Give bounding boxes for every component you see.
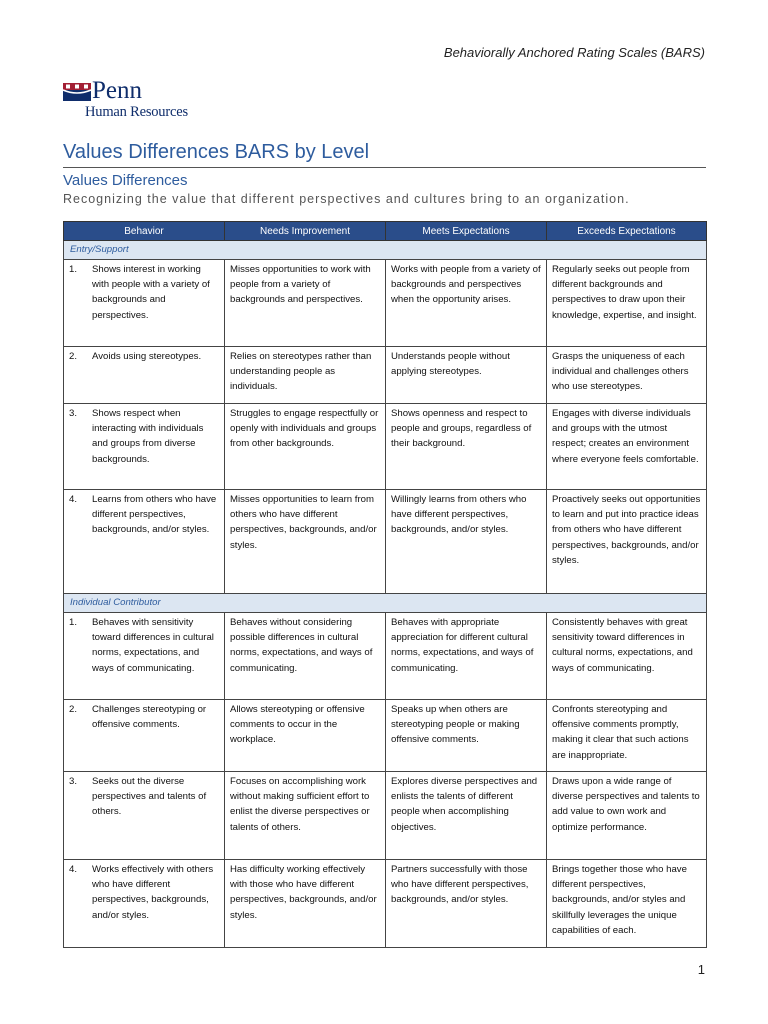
table-row: [64, 700, 707, 772]
exceeds-expectations-cell: Engages with diverse individuals and groups with the utmost respect; creates an environment where everyone feels comfortable.: [547, 404, 707, 490]
level-label: Individual Contributor: [64, 594, 707, 613]
meets-expectations-cell: Partners successfully with those who have different perspectives, backgrounds, and/or styles.: [386, 860, 547, 948]
behavior-text: Shows respect when interacting with individuals and groups from diverse backgrounds.: [92, 408, 204, 465]
behavior-text: Learns from others who have different perspectives, backgrounds, and/or styles.: [92, 494, 217, 536]
penn-shield-icon: [63, 83, 91, 101]
needs-improvement-cell: Misses opportunities to learn from others who have different perspectives, backgrounds, and/or styles.: [225, 490, 386, 594]
table-row: [64, 772, 707, 860]
exceeds-expectations-cell: Grasps the uniqueness of each individual and challenges others who use stereotypes.: [547, 347, 707, 404]
behavior-cell: [64, 700, 225, 772]
penn-logo: [63, 77, 233, 125]
behavior-cell: [64, 860, 225, 948]
table-row: [64, 260, 707, 347]
section-description: Recognizing the value that different perspectives and cultures bring to an organization.: [63, 192, 630, 206]
row-number: 4.: [69, 864, 78, 875]
meets-expectations-cell: Speaks up when others are stereotyping people or making offensive comments.: [386, 700, 547, 772]
row-number: 3.: [69, 408, 78, 419]
table-row: [64, 490, 707, 594]
meets-expectations-cell: Willingly learns from others who have different perspectives, backgrounds, and/or styles.: [386, 490, 547, 594]
running-header: Behaviorally Anchored Rating Scales (BARS): [443, 45, 705, 60]
behavior-text: Works effectively with others who have different perspectives, backgrounds, and/or styles.: [92, 864, 214, 921]
needs-improvement-cell: Focuses on accomplishing work without making sufficient effort to enlist the diverse perspectives or talents of others.: [225, 772, 386, 860]
row-number: 2.: [69, 351, 78, 362]
page-number: 1: [697, 962, 705, 977]
behavior-cell: [64, 772, 225, 860]
table-header-row: [64, 222, 707, 241]
column-header-behavior: Behavior: [64, 222, 225, 241]
exceeds-expectations-cell: Confronts stereotyping and offensive comments promptly, making it clear that such actions are inappropriate.: [547, 700, 707, 772]
exceeds-expectations-cell: Proactively seeks out opportunities to learn and put into practice ideas from others who have different perspectives, backgrounds, and/or styles.: [547, 490, 707, 594]
logo-subtitle: Human Resources: [85, 104, 188, 120]
needs-improvement-cell: Relies on stereotypes rather than understanding people as individuals.: [225, 347, 386, 404]
behavior-cell: [64, 404, 225, 490]
bars-table: [63, 221, 707, 948]
behavior-text: Seeks out the diverse perspectives and talents of others.: [92, 776, 207, 818]
table-row: [64, 347, 707, 404]
logo-wordmark: Penn: [92, 77, 142, 104]
exceeds-expectations-cell: Consistently behaves with great sensitivity toward differences in cultural norms, expectations, and ways of communicating.: [547, 613, 707, 700]
level-row-individual-contributor: [64, 594, 707, 613]
needs-improvement-cell: Misses opportunities to work with people from a variety of backgrounds and perspectives.: [225, 260, 386, 347]
column-header-exceeds-expectations: Exceeds Expectations: [547, 222, 707, 241]
section-title: Values Differences: [63, 172, 188, 189]
exceeds-expectations-cell: Draws upon a wide range of diverse perspectives and talents to add value to own work and optimize performance.: [547, 772, 707, 860]
row-number: 4.: [69, 494, 78, 505]
meets-expectations-cell: Shows openness and respect to people and groups, regardless of their background.: [386, 404, 547, 490]
exceeds-expectations-cell: Regularly seeks out people from different backgrounds and perspectives to draw upon their knowledge, expertise, and insight.: [547, 260, 707, 347]
row-number: 1.: [69, 617, 78, 628]
column-header-meets-expectations: Meets Expectations: [386, 222, 547, 241]
behavior-cell: [64, 490, 225, 594]
meets-expectations-cell: Understands people without applying stereotypes.: [386, 347, 547, 404]
row-number: 3.: [69, 776, 78, 787]
table-row: [64, 613, 707, 700]
meets-expectations-cell: Behaves with appropriate appreciation for different cultural norms, expectations, and ways of communicating.: [386, 613, 547, 700]
needs-improvement-cell: Allows stereotyping or offensive comments to occur in the workplace.: [225, 700, 386, 772]
behavior-text: Shows interest in working with people with a variety of backgrounds and perspectives.: [92, 264, 210, 321]
behavior-text: Avoids using stereotypes.: [92, 351, 202, 362]
needs-improvement-cell: Struggles to engage respectfully or openly with individuals and groups from other backgrounds.: [225, 404, 386, 490]
meets-expectations-cell: Works with people from a variety of backgrounds and perspectives when the opportunity arises.: [386, 260, 547, 347]
level-label: Entry/Support: [64, 241, 707, 260]
behavior-cell: [64, 260, 225, 347]
table-row: [64, 860, 707, 948]
row-number: 2.: [69, 704, 78, 715]
table-row: [64, 404, 707, 490]
level-row-entry-support: [64, 241, 707, 260]
row-number: 1.: [69, 264, 78, 275]
behavior-cell: [64, 613, 225, 700]
needs-improvement-cell: Has difficulty working effectively with those who have different perspectives, backgrounds, and/or styles.: [225, 860, 386, 948]
page-title: Values Differences BARS by Level: [63, 141, 370, 163]
exceeds-expectations-cell: Brings together those who have different perspectives, backgrounds, and/or styles and skillfully leverages the unique capabilities of each.: [547, 860, 707, 948]
meets-expectations-cell: Explores diverse perspectives and enlists the talents of different people when accomplishing objectives.: [386, 772, 547, 860]
behavior-text: Challenges stereotyping or offensive comments.: [92, 704, 207, 731]
behavior-cell: [64, 347, 225, 404]
behavior-text: Behaves with sensitivity toward differences in cultural norms, expectations, and ways of communicating.: [92, 617, 214, 674]
column-header-needs-improvement: Needs Improvement: [225, 222, 386, 241]
needs-improvement-cell: Behaves without considering possible differences in cultural norms, expectations, and ways of communicating.: [225, 613, 386, 700]
title-divider: [63, 167, 706, 168]
